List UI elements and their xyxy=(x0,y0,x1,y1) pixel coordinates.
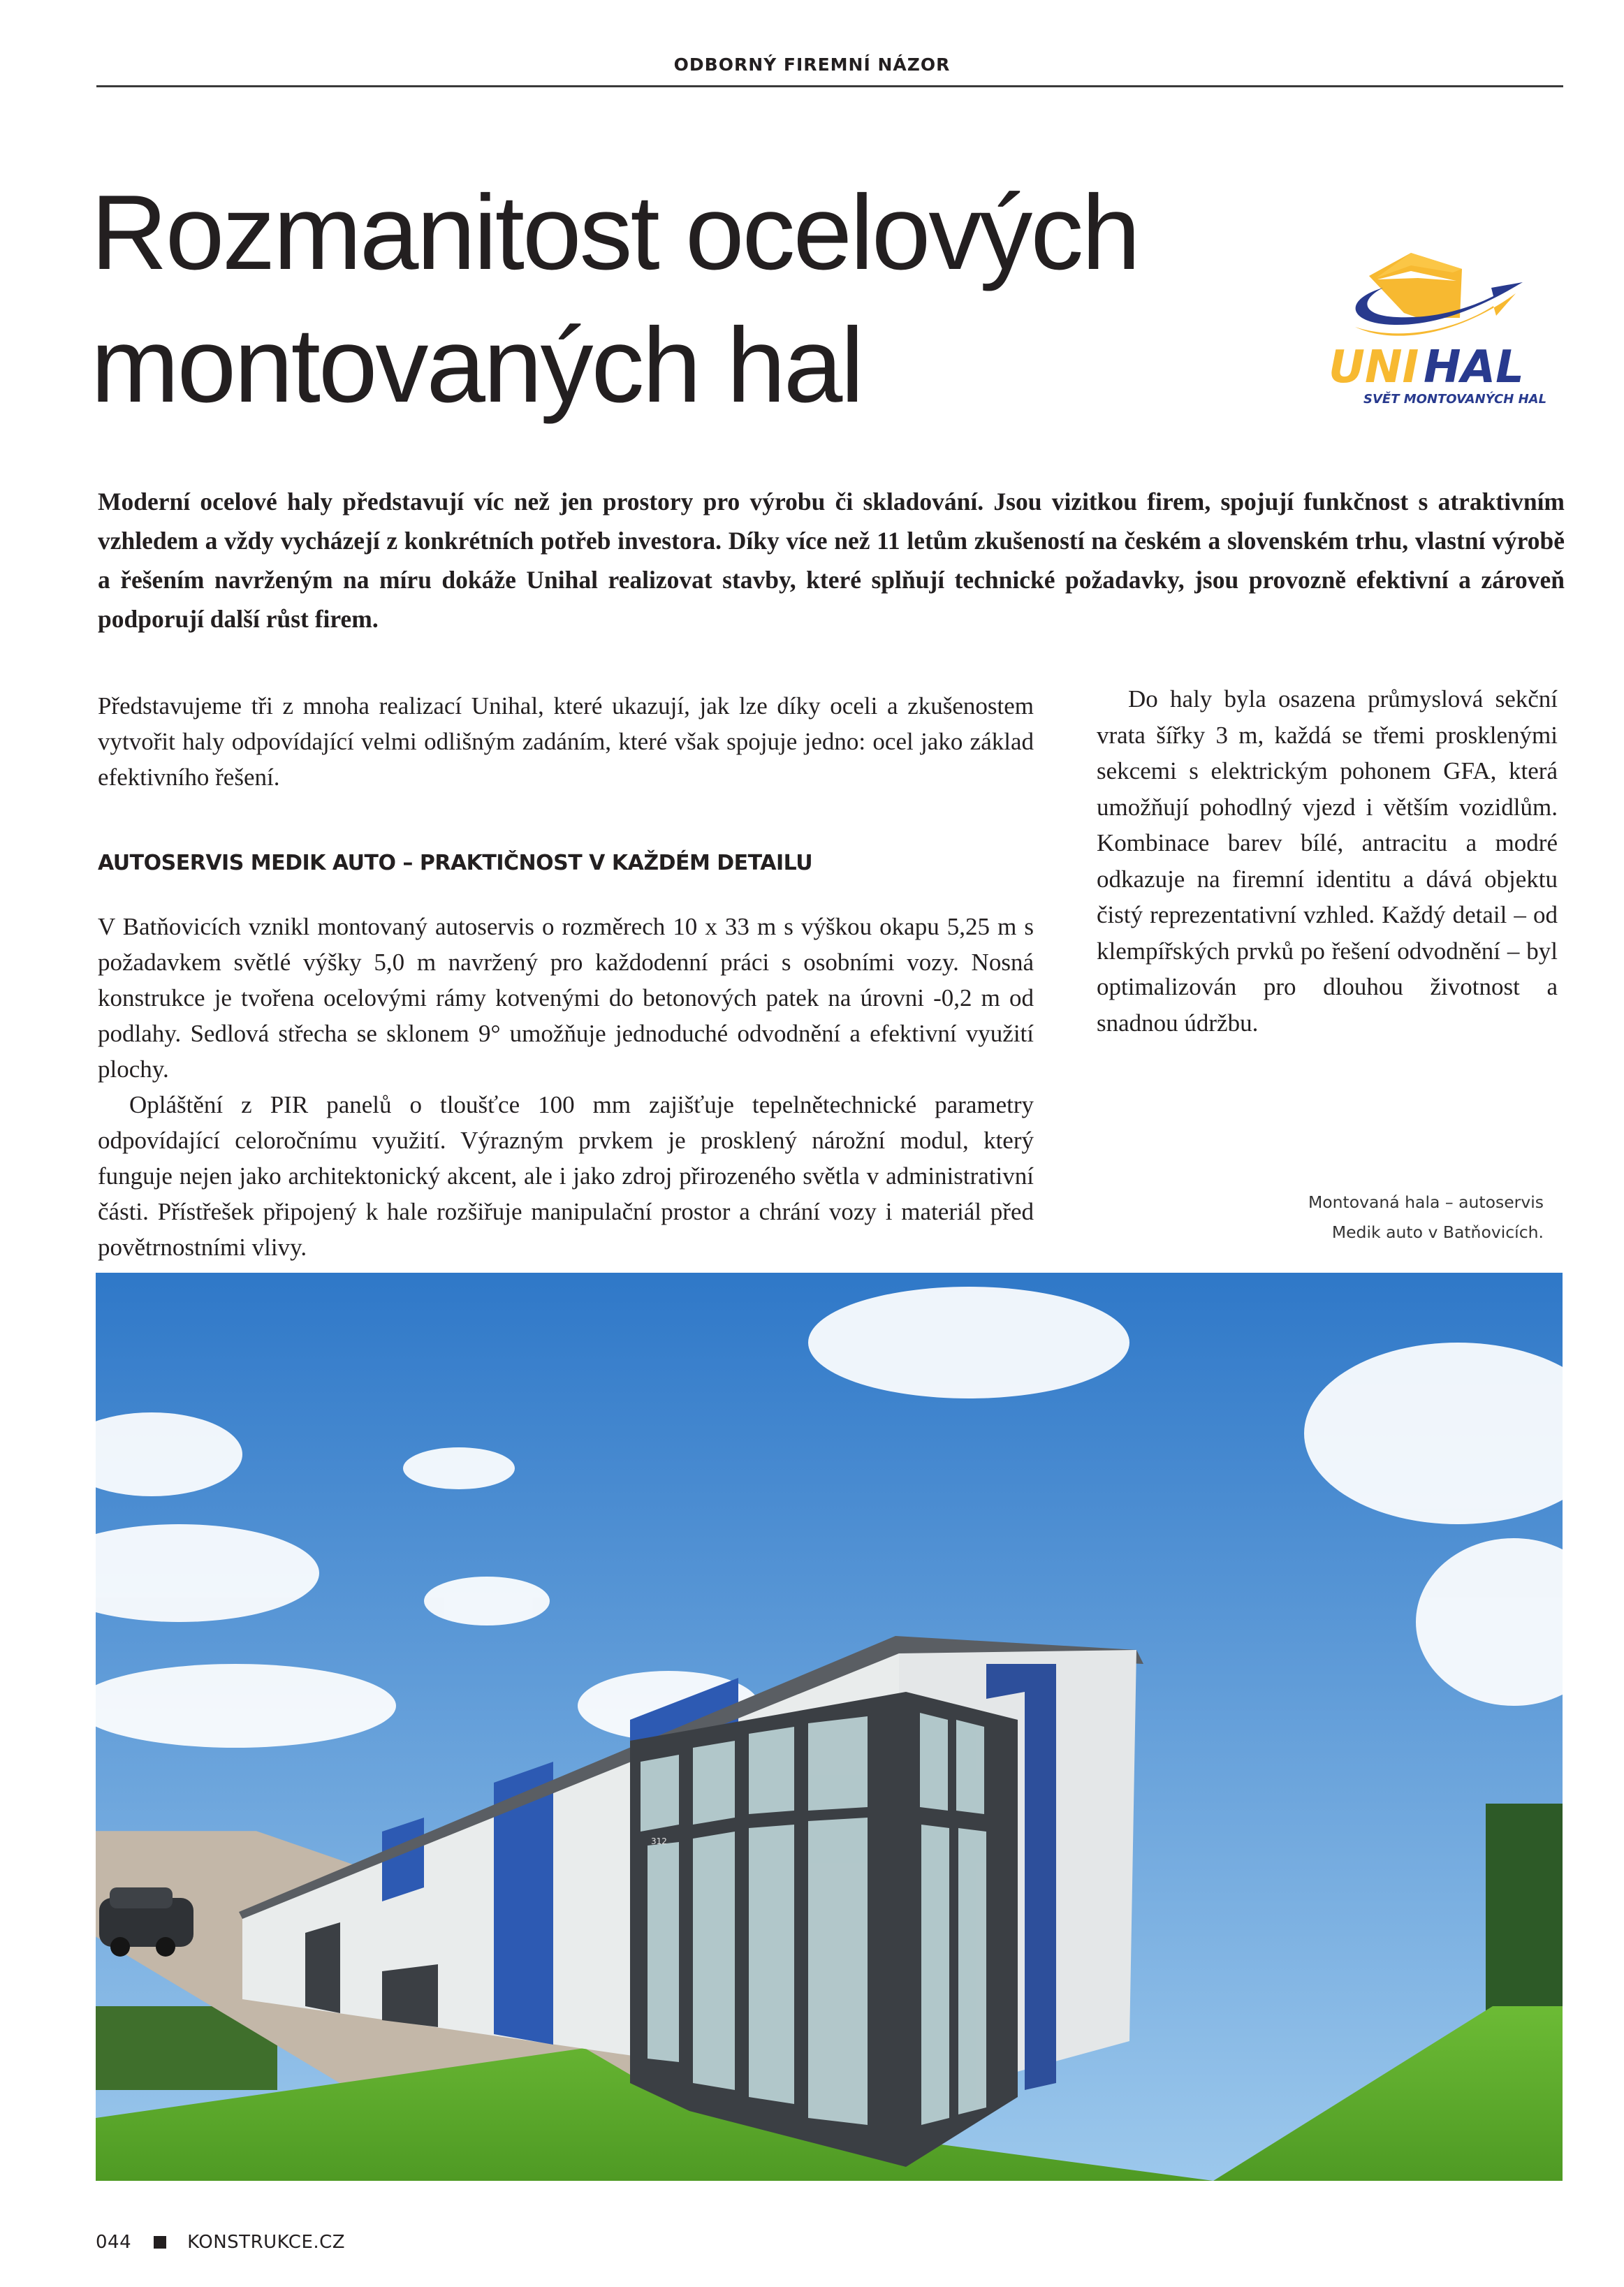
page-footer xyxy=(96,2228,345,2256)
lead-paragraph: Moderní ocelové haly představují víc než jen prostory pro výrobu či skladování. Jsou vizitkou firem, spojují funkčnost s atraktivním vzhledem a vždy vycházejí z konkrétních potřeb investora. Díky více než 11 letům zkušeností na českém a slovenském trhu, vlastní výrobě a řešením navrženým na míru dokáže Unihal realizovat stavby, které splňují technické požadavky, jsou provozně efektivní a zároveň podporují další růst firem. xyxy=(98,488,1565,633)
page-number: 044 xyxy=(96,2232,132,2253)
caption-line-2: Medik auto v Batňovicích. xyxy=(1331,1222,1544,1242)
photo-caption xyxy=(1187,1188,1544,1248)
body-paragraph-2: Opláštění z PIR panelů o tloušťce 100 mm zajišťuje tepelnětechnické parametry odpovídající celoročnímu využití. Výrazným prvkem je prosklený nárožní modul, který funguje nejen jako architektonický akcent, ale i jako zdroj přirozeného světla v administrativní části. Přístřešek připojený k hale rozšiřuje manipulační prostor a chrání vozy i materiál před povětrnostními vlivy. xyxy=(98,1091,1034,1261)
unihal-logo-graphic xyxy=(1313,238,1558,405)
section-kicker: ODBORNÝ FIREMNÍ NÁZOR xyxy=(673,54,951,75)
square-separator-icon xyxy=(154,2236,166,2249)
caption-line-1: Montovaná hala – autoservis xyxy=(1308,1192,1544,1212)
unihal-logo xyxy=(1313,238,1558,405)
footer-site: KONSTRUKCE.CZ xyxy=(187,2232,346,2253)
intro-paragraph: Představujeme tři z mnoha realizací Unihal, které ukazují, jak lze díky oceli a zkušenostem vytvořit haly odpovídající velmi odlišným zadáním, které však spojuje jedno: ocel jako základ efektivního řešení. xyxy=(98,692,1034,791)
building-photo xyxy=(96,1273,1563,2181)
title-line-2: montovaných hal xyxy=(91,306,863,425)
logo-tagline: SVĚT MONTOVANÝCH HAL xyxy=(1363,392,1547,405)
section-heading: AUTOSERVIS MEDIK AUTO – PRAKTIČNOST V KAŽDÉM DETAILU xyxy=(98,851,813,875)
body-paragraph-3: Do haly byla osazena průmyslová sekční vrata šířky 3 m, každá se třemi prosklenými sekcemi s elektrickým pohonem GFA, která umožňují pohodlný vjezd i větším vozidlům. Kombinace barev bílé, antracitu a modré odkazuje na firemní identitu a dává objektu čistý reprezentativní vzhled. Každý detail – od klempířských prvků po řešení odvodnění – byl optimalizován pro dlouhou životnost a snadnou údržbu. xyxy=(1097,685,1558,1037)
logo-text-uni: UNI xyxy=(1329,342,1419,393)
left-column xyxy=(98,688,1034,1265)
body-paragraph-1: V Batňovicích vznikl montovaný autoservis o rozměrech 10 x 33 m s výškou okapu 5,25 m s požadavkem světlé výšky 5,0 m navržený pro každodenní práci s osobními vozy. Nosná konstrukce je tvořena ocelovými rámy kotvenými do betonových patek na úrovni -0,2 m od podlahy. Sedlová střecha se sklonem 9° umožňuje jednoduché odvodnění a efektivní využití plochy. xyxy=(98,913,1034,1083)
page-title xyxy=(91,166,1292,432)
title-line-1: Rozmanitost ocelových xyxy=(91,173,1139,292)
header-rule xyxy=(96,85,1563,87)
building-illustration xyxy=(96,1273,1563,2181)
door-number: 312 xyxy=(651,1836,667,1846)
logo-text-hal: HAL xyxy=(1424,342,1524,393)
right-column xyxy=(1097,681,1558,1041)
